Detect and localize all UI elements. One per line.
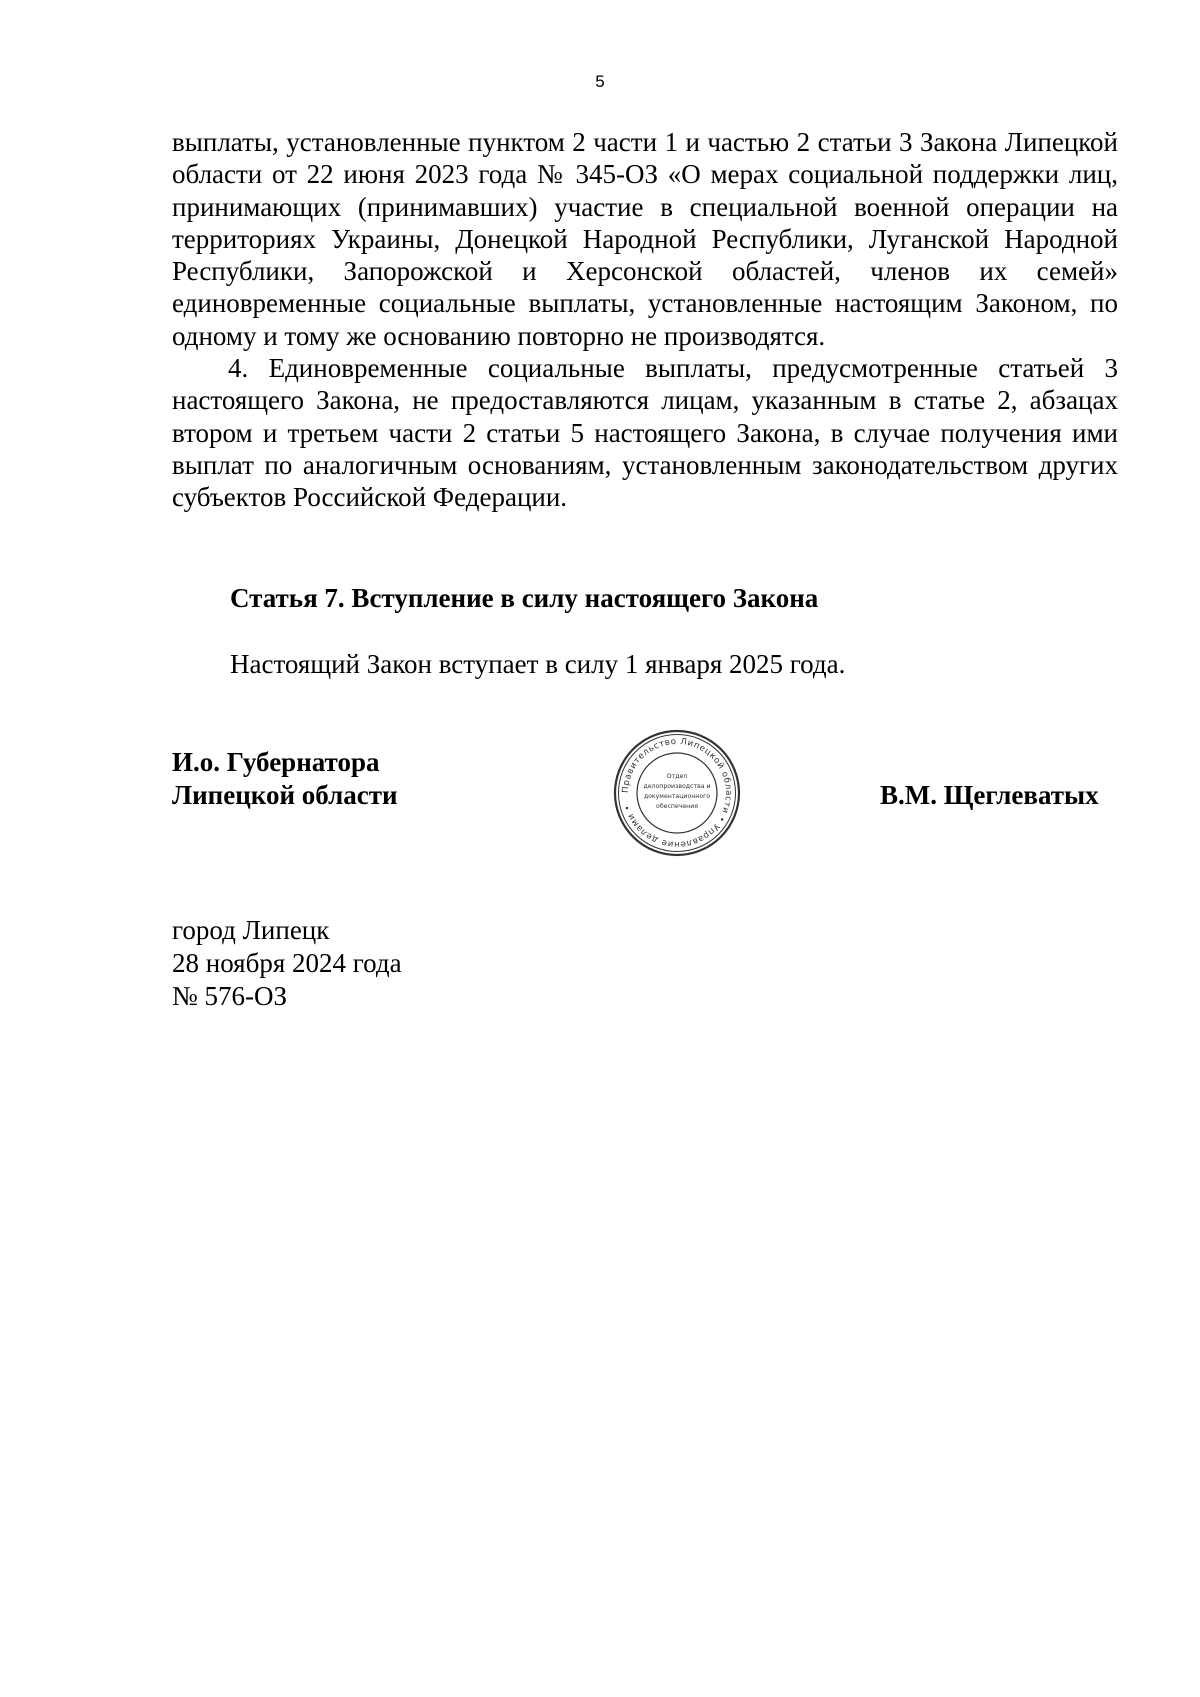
signing-date: 28 ноября 2024 года xyxy=(172,948,402,978)
seal-center-line-4: обеспечения xyxy=(656,803,698,810)
paragraph-item-4: 4. Единовременные социальные выплаты, предусмотренные статьей 3 настоящего Закона, не предоставляются лицам, указанным в статье 2, абзацах втором и третьем части 2 статьи 5 настоящего Закона, в случае получения ими выплат по аналогичным основаниям, установленным законодательством других субъектов Российской Федерации. xyxy=(172,353,1118,513)
page-number: 5 xyxy=(595,72,605,91)
seal-center-line-1: Отдел xyxy=(666,773,688,780)
seal-ring-text: Правительство Липецкой области • Управление делами • xyxy=(620,736,734,850)
city: город Липецк xyxy=(172,915,330,945)
document-body xyxy=(172,126,1118,514)
signatory-title xyxy=(172,746,398,812)
paragraph-continuation: выплаты, установленные пунктом 2 части 1 и частью 2 статьи 3 Закона Липецкой области от 22 июня 2023 года № 345-ОЗ «О мерах социальной поддержки лиц, принимающих (принимавших) участие в специальной военной операции на территориях Украины, Донецкой Народной Республики, Луганской Народной Республики, Запорожской и Херсонской областей, членов их семей» единовременные социальные выплаты, установленные настоящим Законом, по одному и тому же основанию повторно не производятся. xyxy=(172,127,1118,351)
seal-center-line-3: документационного xyxy=(643,793,711,800)
signatory-name: В.М. Щеглеватых xyxy=(880,780,1099,810)
law-number: № 576-ОЗ xyxy=(172,981,288,1011)
article-7-text: Настоящий Закон вступает в силу 1 января 2025 года. xyxy=(230,649,846,679)
signatory-title-line-2: Липецкой области xyxy=(172,780,398,810)
official-seal-stamp xyxy=(612,728,742,858)
seal-center-line-2: делопроизводства и xyxy=(643,783,711,790)
article-7-heading: Статья 7. Вступление в силу настоящего Закона xyxy=(230,583,819,613)
signatory-title-line-1: И.о. Губернатора xyxy=(172,747,380,777)
place-and-date-block xyxy=(172,914,402,1013)
